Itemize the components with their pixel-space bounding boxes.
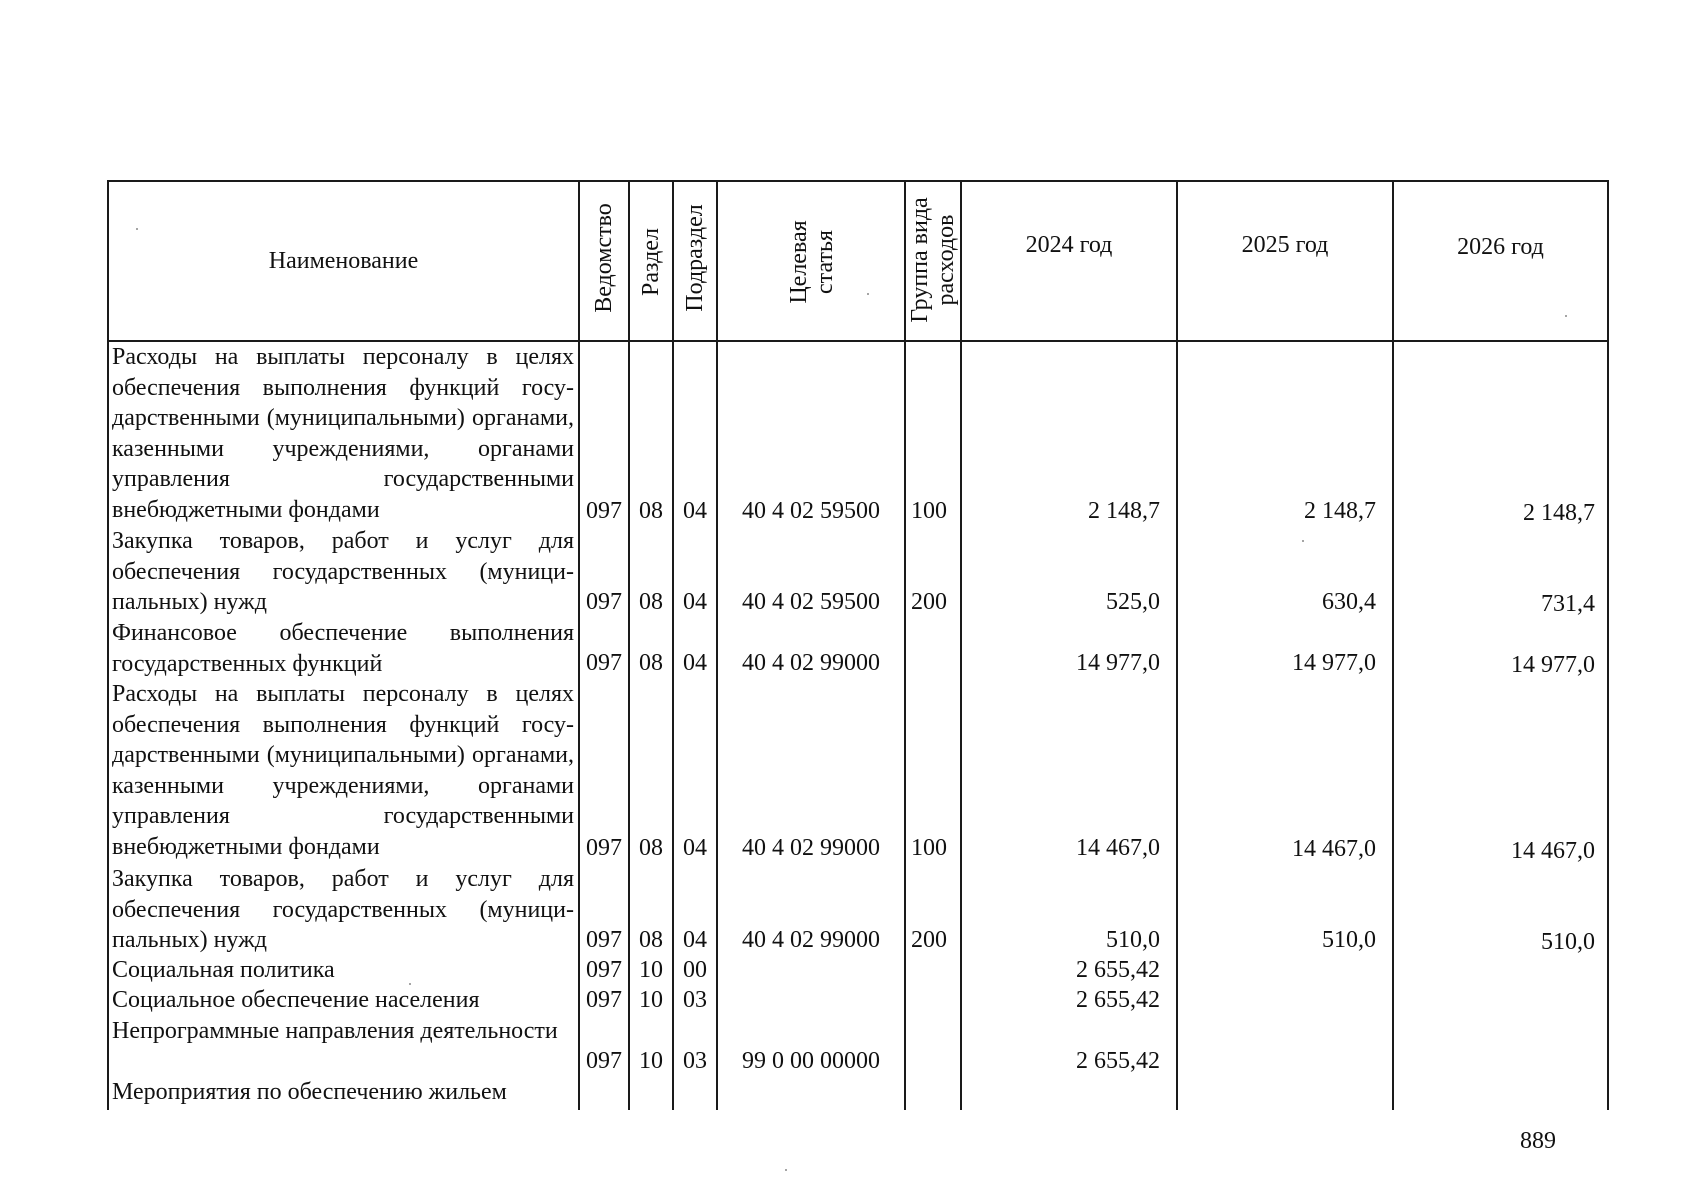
row-razdel: 10 — [639, 957, 663, 983]
row-gruppa: 200 — [911, 927, 947, 953]
header-celevaya-line2: статья — [812, 230, 838, 294]
row-razdel: 08 — [639, 650, 663, 676]
row-razdel: 08 — [639, 589, 663, 615]
row-gruppa: 100 — [911, 835, 947, 861]
row-vedomstvo: 097 — [586, 927, 622, 953]
table-row-name: Расходы на выплаты персоналу в целях обеспечения выполнения функций государственными (муниципальными) органами, казенными учреждениями, органами управления государственными внебюджетными фондами — [112, 344, 574, 523]
row-2025: 14 467,0 — [1292, 836, 1376, 862]
table-row-name: Мероприятия по обеспечению жильем — [112, 1079, 507, 1105]
row-2024: 2 655,42 — [1076, 987, 1160, 1013]
row-celevaya: 40 4 02 99000 — [742, 927, 880, 953]
header-celevaya-line1: Целевая — [786, 220, 812, 304]
row-podrazdel: 03 — [683, 1048, 707, 1074]
scan-speck — [1565, 315, 1567, 317]
scan-speck — [136, 228, 138, 230]
row-2024: 14 977,0 — [1076, 650, 1160, 676]
table-row-name: Непрограммные направления деятельности — [112, 1018, 558, 1044]
header-name: Наименование — [268, 248, 419, 274]
row-podrazdel: 04 — [683, 498, 707, 524]
row-vedomstvo: 097 — [586, 1048, 622, 1074]
table-row-name: Закупка товаров, работ и услуг для обеспечения государственных (муниципальных) нужд — [112, 528, 574, 615]
row-podrazdel: 03 — [683, 987, 707, 1013]
table-right-border — [1607, 180, 1609, 1110]
row-2026: 2 148,7 — [1523, 500, 1595, 526]
row-2024: 2 655,42 — [1076, 1048, 1160, 1074]
col-sep-2025 — [1176, 180, 1178, 1110]
row-vedomstvo: 097 — [586, 835, 622, 861]
scan-speck — [785, 1169, 787, 1171]
row-2024: 525,0 — [1106, 589, 1160, 615]
row-vedomstvo: 097 — [586, 498, 622, 524]
row-2024: 14 467,0 — [1076, 835, 1160, 861]
header-razdel: Раздел — [638, 228, 664, 296]
row-gruppa: 100 — [911, 498, 947, 524]
table-row-name: Социальная политика — [112, 957, 335, 983]
row-vedomstvo: 097 — [586, 589, 622, 615]
row-podrazdel: 04 — [683, 927, 707, 953]
row-2024: 2 655,42 — [1076, 957, 1160, 983]
row-celevaya: 99 0 00 00000 — [742, 1048, 880, 1074]
table-row-name: Расходы на выплаты персоналу в целях обеспечения выполнения функций государственными (муниципальными) органами, казенными учреждениями, органами управления государственными внебюджетными фондами — [112, 681, 574, 860]
row-2025: 14 977,0 — [1292, 650, 1376, 676]
row-podrazdel: 04 — [683, 650, 707, 676]
row-vedomstvo: 097 — [586, 957, 622, 983]
row-razdel: 10 — [639, 1048, 663, 1074]
row-2026: 14 467,0 — [1511, 838, 1595, 864]
row-podrazdel: 04 — [683, 835, 707, 861]
row-vedomstvo: 097 — [586, 650, 622, 676]
row-2024: 2 148,7 — [1088, 498, 1160, 524]
row-razdel: 08 — [639, 498, 663, 524]
header-gruppa-vida — [907, 197, 959, 322]
row-2025: 510,0 — [1322, 927, 1376, 953]
row-2025: 2 148,7 — [1304, 498, 1376, 524]
row-vedomstvo: 097 — [586, 987, 622, 1013]
row-razdel: 08 — [639, 835, 663, 861]
col-sep-2026 — [1392, 180, 1394, 1110]
header-podrazdel: Подраздел — [682, 204, 708, 312]
row-2026: 731,4 — [1541, 591, 1595, 617]
row-2026: 510,0 — [1541, 929, 1595, 955]
row-podrazdel: 00 — [683, 957, 707, 983]
header-2024: 2024 год — [1025, 232, 1113, 258]
header-gruppa-line1: Группа вида — [907, 197, 933, 323]
header-celevaya-statya — [786, 220, 838, 303]
page-number: 889 — [1520, 1128, 1556, 1154]
header-2026: 2026 год — [1457, 234, 1544, 260]
row-razdel: 10 — [639, 987, 663, 1013]
row-celevaya: 40 4 02 59500 — [742, 589, 880, 615]
header-2025: 2025 год — [1241, 232, 1329, 258]
table-row-name: Закупка товаров, работ и услуг для обеспечения государственных (муниципальных) нужд — [112, 866, 574, 953]
row-celevaya: 40 4 02 99000 — [742, 650, 880, 676]
header-gruppa-line2: расходов — [933, 214, 959, 306]
col-sep-celevaya — [716, 180, 718, 1110]
scan-speck — [1302, 540, 1304, 542]
row-2026: 14 977,0 — [1511, 652, 1595, 678]
row-2024: 510,0 — [1106, 927, 1160, 953]
col-sep-gruppa — [904, 180, 906, 1110]
row-razdel: 08 — [639, 927, 663, 953]
row-celevaya: 40 4 02 59500 — [742, 498, 880, 524]
table-row-name: Финансовое обеспечение выполнения государственных функций — [112, 620, 574, 677]
header-vedomstvo: Ведомство — [591, 203, 617, 313]
row-2025: 630,4 — [1322, 589, 1376, 615]
scan-speck — [867, 293, 869, 295]
row-celevaya: 40 4 02 99000 — [742, 835, 880, 861]
table-row-name: Социальное обеспечение населения — [112, 987, 480, 1013]
row-podrazdel: 04 — [683, 589, 707, 615]
row-gruppa: 200 — [911, 589, 947, 615]
scan-speck — [409, 983, 411, 985]
